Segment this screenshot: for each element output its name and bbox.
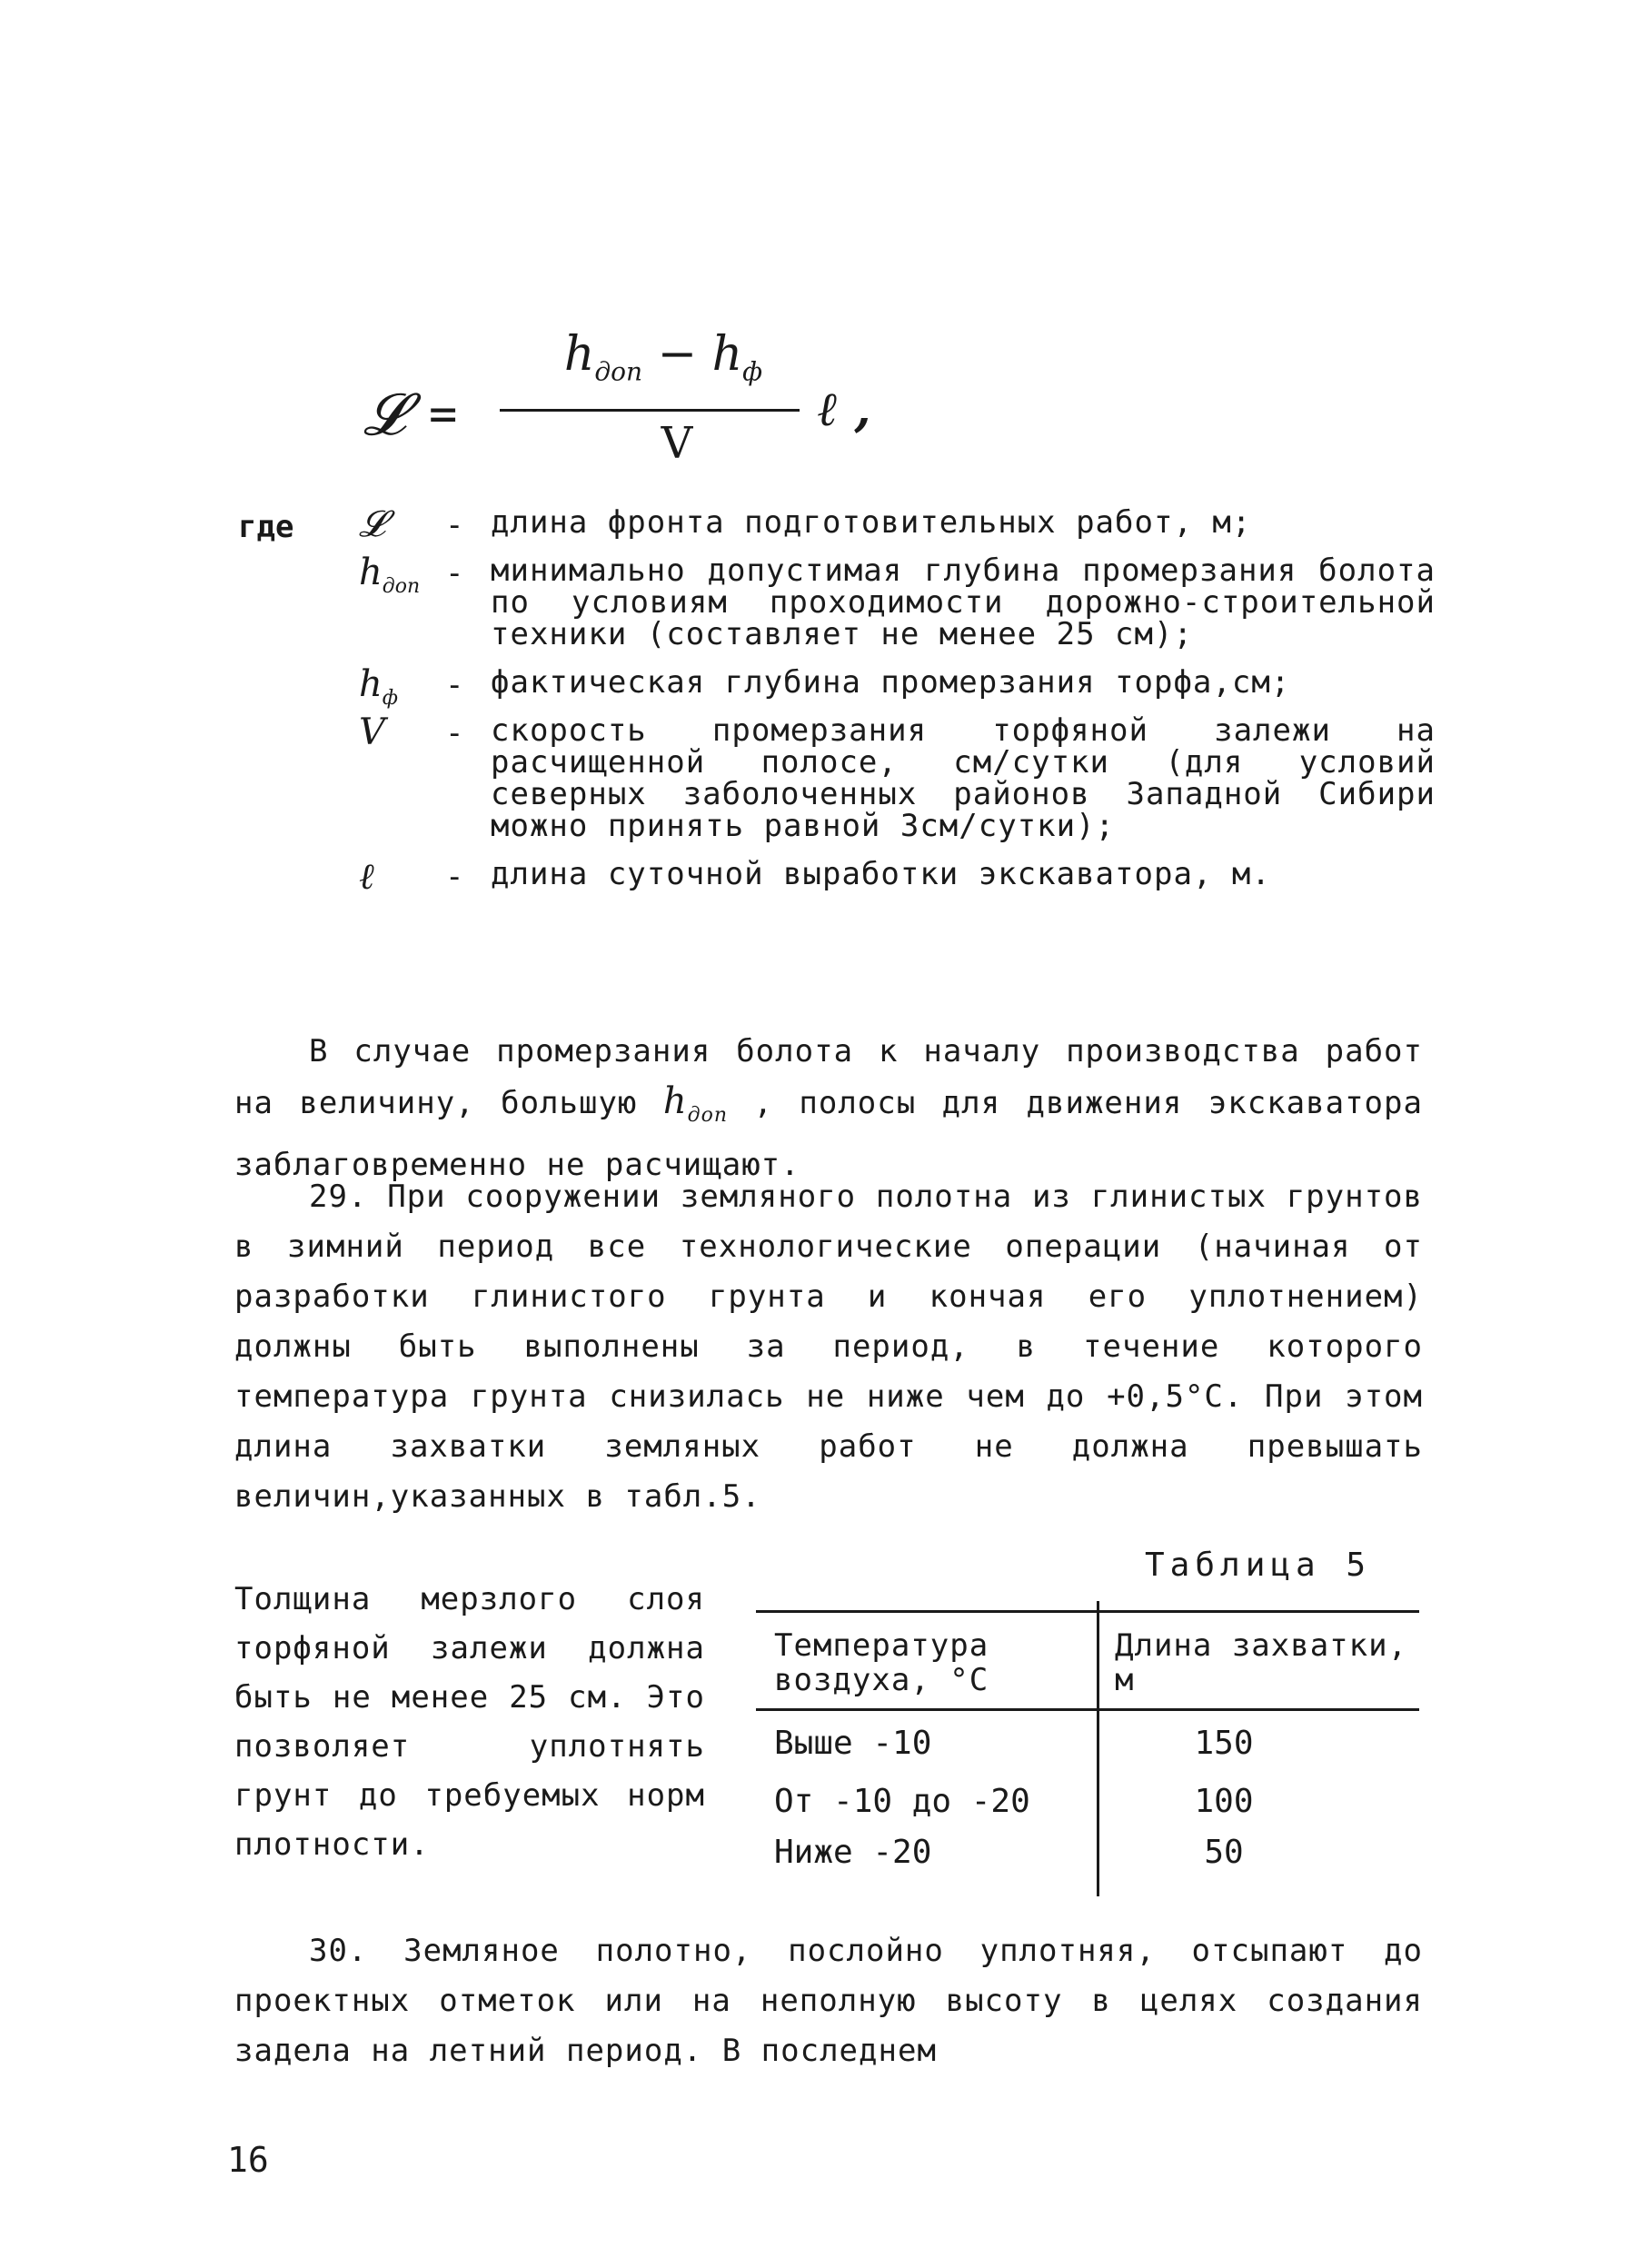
table-top-rule <box>756 1610 1419 1613</box>
definition-text: длина суточной выработки экскаватора, м. <box>491 856 1271 892</box>
table-cell: Выше -10 <box>774 1725 932 1762</box>
definition-item <box>359 711 1436 844</box>
formula-numerator: $h_{доп} - h_ф$ <box>563 327 763 387</box>
definition-dash: - <box>445 507 464 543</box>
inline-symbol: $h_{доп}$ <box>662 1080 728 1127</box>
definition-item <box>359 856 1436 898</box>
paragraph-freezing: В случае промерзания болота к началу производства работ на величину, большую $h_{доп}$ , полосы для движения экскаватора заблаговременно не расчищают. <box>234 1033 1423 1183</box>
definition-text: фактическая глубина промерзания торфа,см; <box>491 664 1291 701</box>
table-5 <box>756 1610 1419 1896</box>
definitions-list <box>359 503 1436 907</box>
page-number: 16 <box>227 2140 269 2180</box>
table-header-rule <box>756 1708 1419 1711</box>
definition-symbol: V <box>359 711 385 753</box>
definition-symbol: $h_ф$ <box>359 663 398 710</box>
table-cell: Ниже -20 <box>774 1834 932 1871</box>
definition-dash: - <box>445 715 464 751</box>
definition-symbol: 𝓛 <box>359 503 386 545</box>
table-cell: От -10 до -20 <box>774 1783 1030 1820</box>
table-header-length: Длина захватки, м <box>1115 1627 1408 1698</box>
formula-denominator: V <box>661 418 693 469</box>
definition-symbol: ℓ <box>359 856 374 898</box>
definition-dash: - <box>445 667 464 703</box>
definition-item <box>359 503 1436 545</box>
definition-item <box>359 663 1436 710</box>
where-label: где <box>238 509 294 545</box>
definition-symbol: $h_{доп}$ <box>359 552 421 598</box>
formula-equals: = <box>429 387 458 442</box>
definition-text: длина фронта подготовительных работ, м; <box>491 504 1252 541</box>
formula-multiplier: ℓ , <box>818 382 871 437</box>
formula-lhs: 𝓛 <box>363 382 406 449</box>
definition-dash: - <box>445 859 464 895</box>
definition-dash: - <box>445 555 464 592</box>
table-header-temperature: Температура воздуха, °С <box>774 1627 989 1698</box>
side-note: Толщина мерзлого слоя торфяной залежи должна быть не менее 25 см. Это позволяет уплотнять грунт до требуемых норм плотности. <box>234 1581 705 1863</box>
definition-item <box>359 552 1436 652</box>
formula-fraction-bar <box>500 409 800 412</box>
table-caption: Таблица 5 <box>1145 1547 1372 1584</box>
definition-text: скорость промерзания торфяной залежи на расчищенной полосе, см/сутки (для условий северных заболоченных районов Западной Сибири можно принять равной 3см/сутки); <box>491 712 1436 844</box>
definition-text: минимально допустимая глубина промерзания болота по условиям проходимости дорожно-строительной техники (составляет не менее 25 см); <box>491 552 1436 652</box>
table-cell: 50 <box>1204 1834 1244 1871</box>
paragraph-29: 29. При сооружении земляного полотна из глинистых грунтов в зимний период все технологические операции (начиная от разработки глинистого грунта и кончая его уплотнением) должны быть выполнены за период, в течение которого температура грунта снизилась не ниже чем до +0,5°С. При этом длина захватки земляных работ не должна превышать величин,указанных в табл.5. <box>234 1179 1423 1515</box>
table-cell: 100 <box>1194 1783 1254 1820</box>
formula <box>363 327 945 482</box>
paragraph-30: 30. Земляное полотно, послойно уплотняя, отсыпают до проектных отметок или на неполную высоту в целях создания задела на летний период. В последнем <box>234 1933 1423 2069</box>
table-cell: 150 <box>1194 1725 1254 1762</box>
table-column-divider <box>1097 1601 1099 1896</box>
